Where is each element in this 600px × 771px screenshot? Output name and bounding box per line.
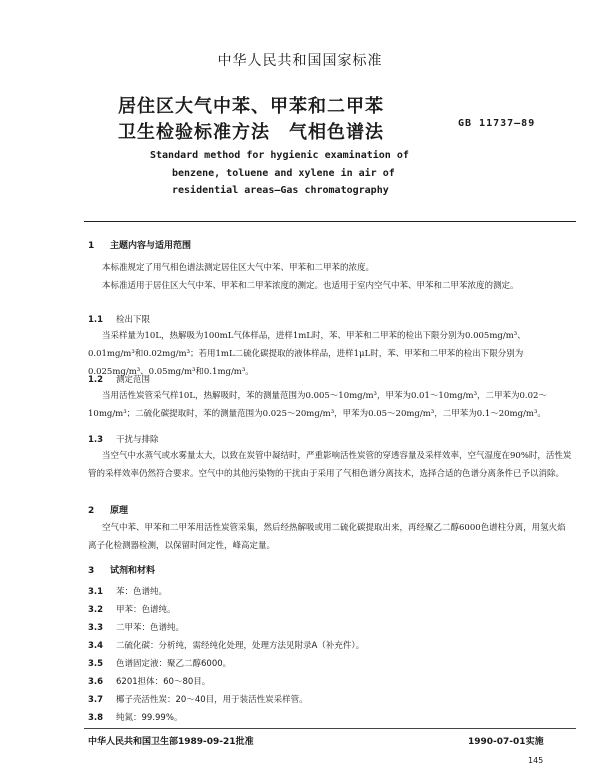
list-item xyxy=(88,639,364,651)
item-number: 3.3 xyxy=(88,623,104,633)
list-item xyxy=(88,585,167,597)
section-title: 原理 xyxy=(110,506,129,516)
subsection-number: 1.3 xyxy=(88,435,104,445)
section-1-heading xyxy=(88,238,191,251)
section-number: 1 xyxy=(88,241,95,251)
item-number: 3.8 xyxy=(88,713,104,723)
section-2-heading xyxy=(88,503,128,516)
subsection-1-3-para: 当空气中水蒸气或水雾量太大，以致在炭管中凝结时，严重影响活性炭管的穿透容量及采样效率，空气湿度在90%时，活性炭管的采样效率仍然符合要求。空气中的其他污染物的干扰由于采用了气相色谱分离技术，选择合适的色谱分离条件已予以消除。 xyxy=(88,451,572,479)
section-number: 2 xyxy=(88,506,95,516)
subsection-title: 检出下限 xyxy=(116,315,151,325)
top-rule xyxy=(84,221,576,222)
subsection-title: 测定范围 xyxy=(116,375,151,385)
item-number: 3.4 xyxy=(88,641,104,651)
list-item xyxy=(88,675,210,687)
list-item xyxy=(88,621,184,633)
title-en-line-2: benzene, toluene and xylene in air of xyxy=(172,168,395,179)
item-number: 3.5 xyxy=(88,659,104,669)
section-2-para: 空气中苯、甲苯和二甲苯用活性炭管采集，然后经热解吸或用二硫化碳提取出来，再经聚乙二醇6000色谱柱分离，用氢火焰离子化检测器检测，以保留时间定性，峰高定量。 xyxy=(88,523,566,551)
list-item xyxy=(88,603,176,615)
effective-date: 1990-07-01实施 xyxy=(468,737,544,747)
approval-date: 中华人民共和国卫生部1989-09-21批准 xyxy=(88,737,254,747)
title-en-line-1: Standard method for hygienic examination of xyxy=(150,150,409,161)
subsection-1-2-para: 当用活性炭管采气样10L，热解吸时，苯的测量范围为0.005～10mg/m³，甲苯为0.01～10mg/m³，二甲苯为0.02～10mg/m³；二硫化碳提取时，苯的测量范围为0.025～20mg/m³，甲苯为0.05～20mg/m³，二甲苯为0.1～20mg/m³。 xyxy=(88,391,547,419)
subsection-1-1-heading xyxy=(88,313,150,325)
item-text: 椰子壳活性炭：20～40目，用于装活性炭采样管。 xyxy=(116,695,308,705)
standard-code: GB 11737—89 xyxy=(458,118,536,129)
item-text: 甲苯：色谱纯。 xyxy=(116,605,176,615)
subsection-title: 干扰与排除 xyxy=(116,435,159,445)
subsection-1-3-heading xyxy=(88,433,159,445)
title-line-2: 卫生检验标准方法 气相色谱法 xyxy=(118,122,384,143)
list-item xyxy=(88,657,231,669)
title-en-line-3: residential areas—Gas chromatography xyxy=(172,185,389,196)
subsection-number: 1.1 xyxy=(88,315,104,325)
document-header: 中华人民共和国国家标准 xyxy=(217,53,383,69)
section-3-heading xyxy=(88,563,155,576)
list-item xyxy=(88,711,182,723)
section-title: 试剂和材料 xyxy=(110,566,156,576)
item-text: 6201担体：60～80目。 xyxy=(116,677,211,687)
section-title: 主题内容与适用范围 xyxy=(110,241,192,251)
item-number: 3.7 xyxy=(88,695,104,705)
section-1-para-2: 本标准适用于居住区大气中苯、甲苯和二甲苯浓度的测定。也适用于室内空气中苯、甲苯和二甲苯浓度的测定。 xyxy=(102,281,519,291)
item-number: 3.1 xyxy=(88,587,104,597)
section-number: 3 xyxy=(88,566,95,576)
subsection-1-1-para: 当采样量为10L，热解吸为100mL气体样品，进样1mL时，苯、甲苯和二甲苯的检出下限分别为0.005mg/m³、0.01mg/m³和0.02mg/m³；若用1mL二硫化碳提取的液体样品，进样1μL时，苯、甲苯和二甲苯的检出下限分别为0.025mg/m³、0.05mg/m³和0.1mg/m³。 xyxy=(88,331,526,377)
page-number: 145 xyxy=(528,756,544,765)
item-text: 二硫化碳：分析纯，需经纯化处理，处理方法见附录A（补充件）。 xyxy=(116,641,365,651)
subsection-number: 1.2 xyxy=(88,375,104,385)
list-item xyxy=(88,693,308,705)
item-number: 3.6 xyxy=(88,677,104,687)
section-1-para-1: 本标准规定了用气相色谱法测定居住区大气中苯、甲苯和二甲苯的浓度。 xyxy=(102,263,375,273)
footer-rule xyxy=(84,728,576,729)
item-text: 苯：色谱纯。 xyxy=(116,587,168,597)
subsection-1-2-heading xyxy=(88,373,150,385)
title-line-1: 居住区大气中苯、甲苯和二甲苯 xyxy=(118,96,384,117)
item-text: 二甲苯：色谱纯。 xyxy=(116,623,185,633)
item-number: 3.2 xyxy=(88,605,104,615)
item-text: 纯氮：99.99%。 xyxy=(116,713,183,723)
item-text: 色谱固定液：聚乙二醇6000。 xyxy=(116,659,232,669)
